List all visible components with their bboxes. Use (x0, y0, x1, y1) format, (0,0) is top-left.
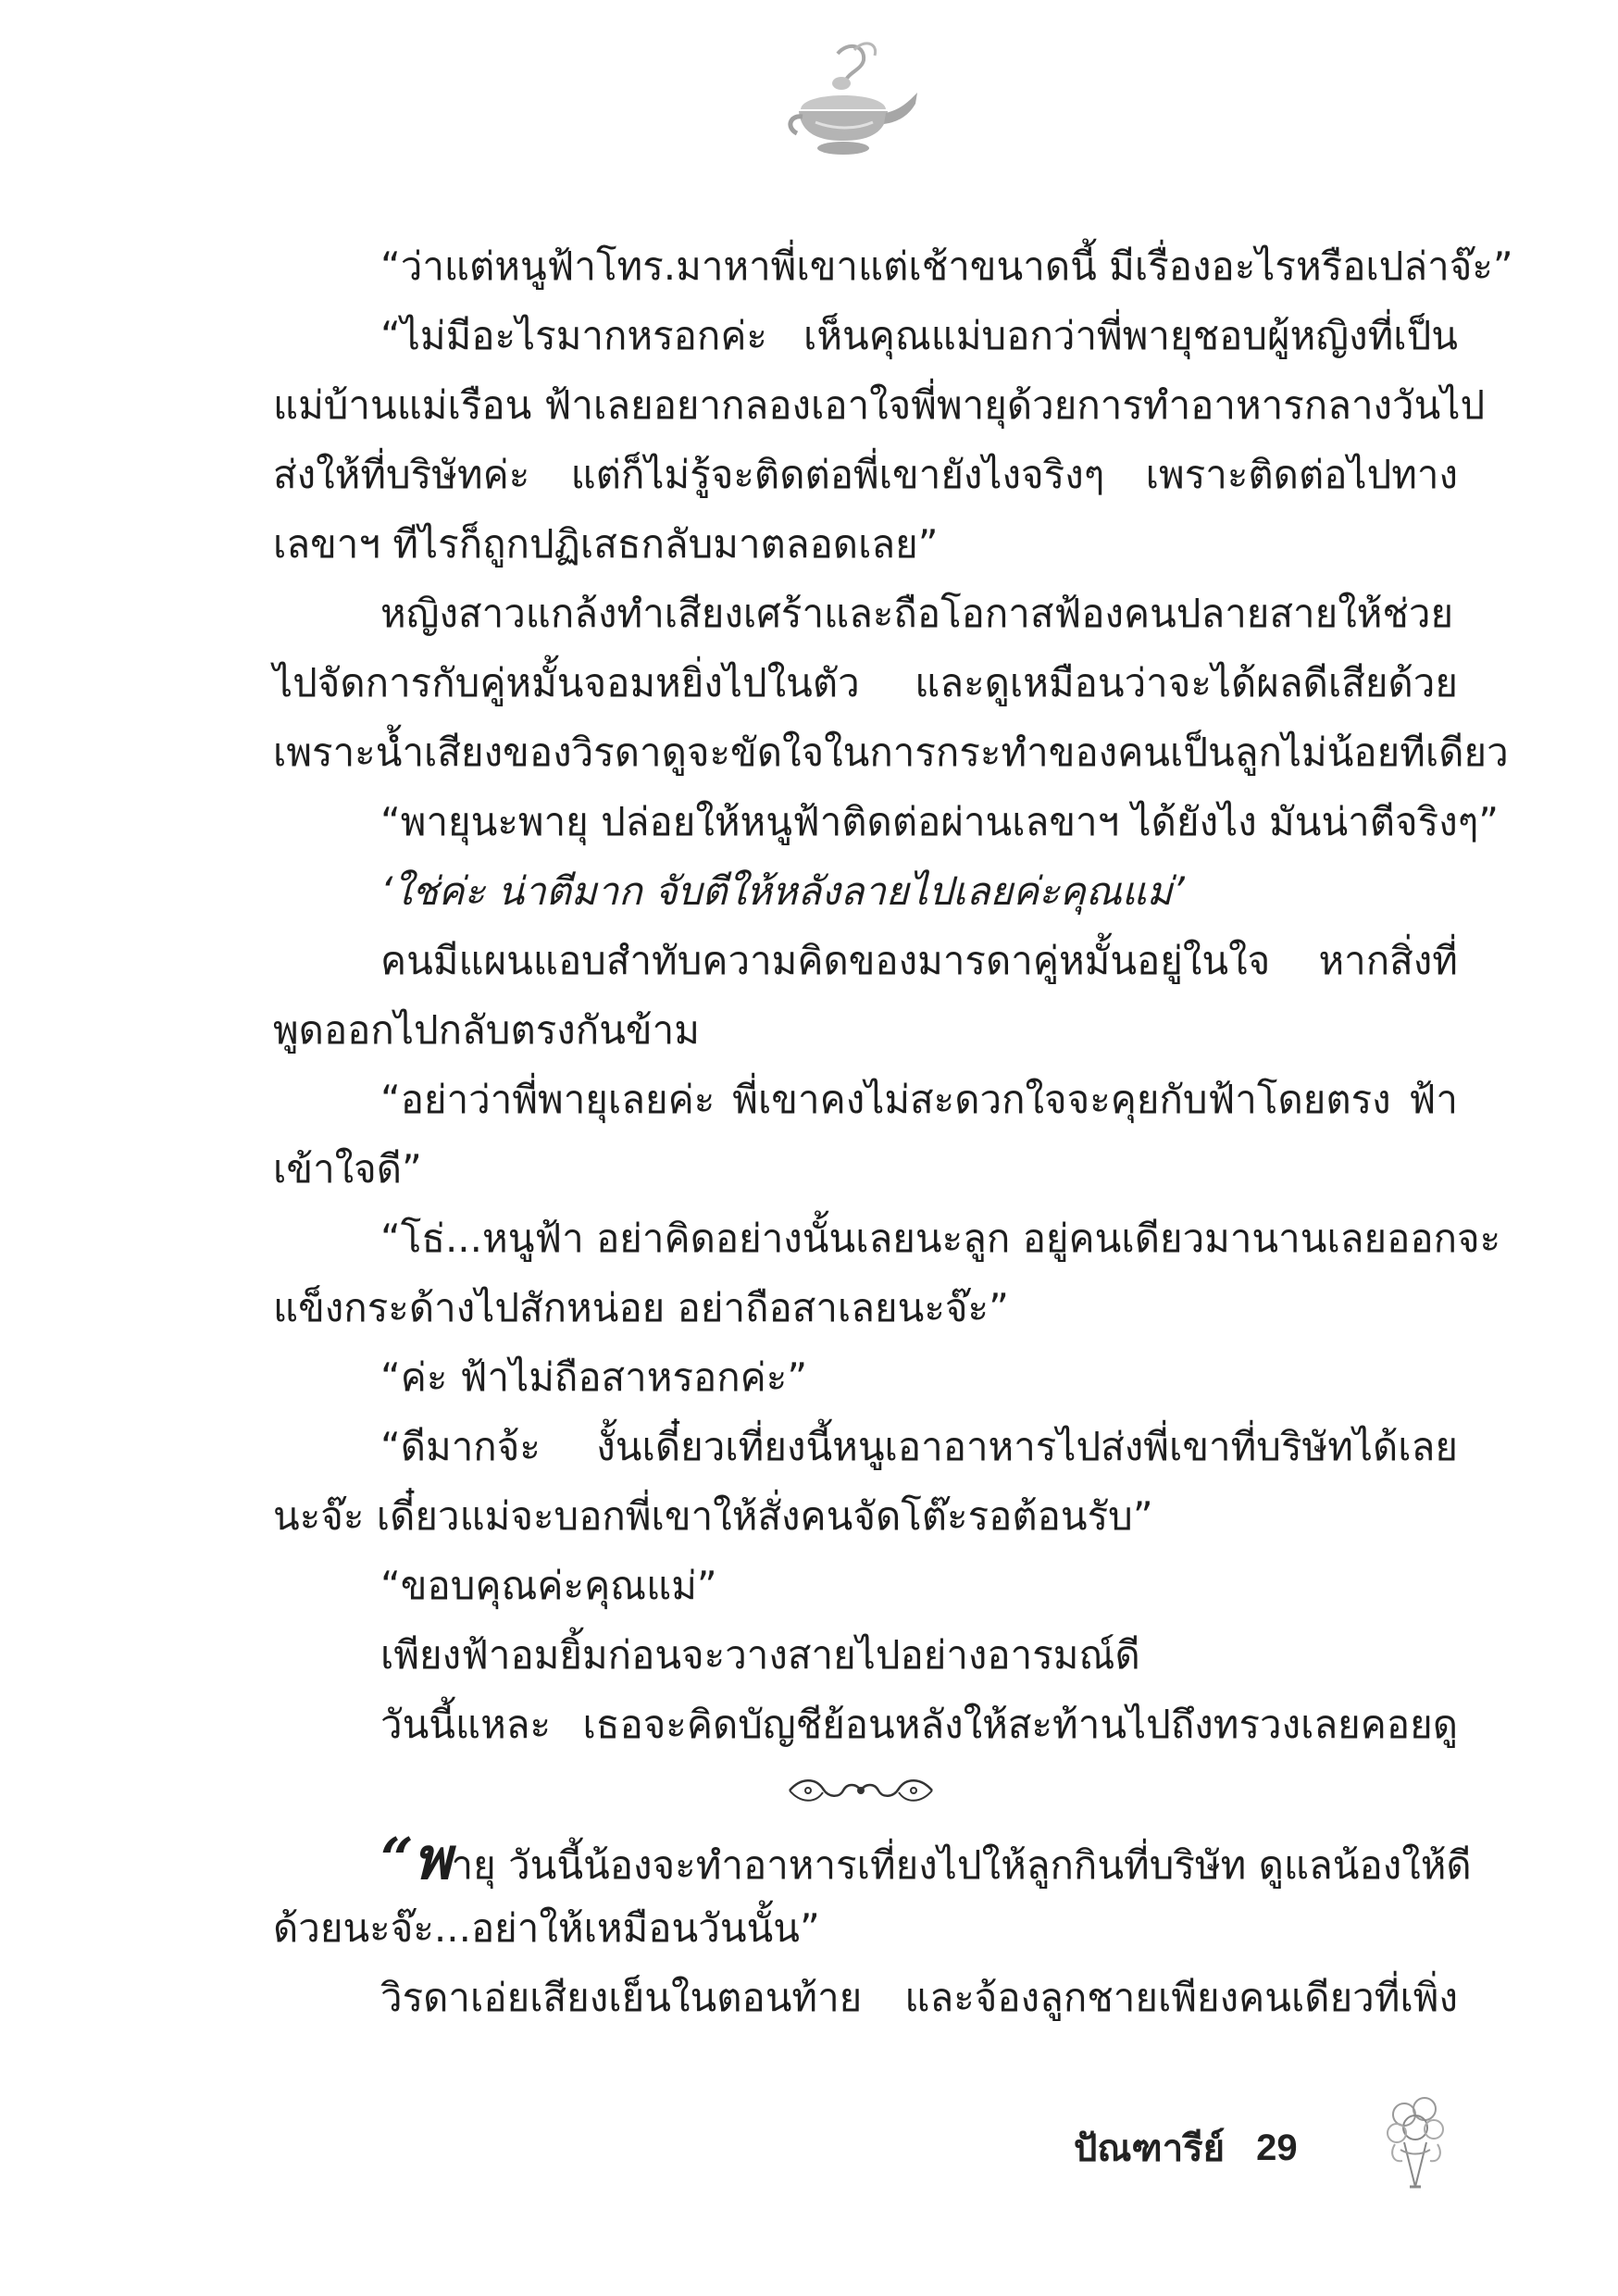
text-line: เลขาฯ ทีไรก็ถูกปฏิเสธกลับมาตลอดเลย” (273, 521, 939, 567)
text-line: “ดีมากจ้ะ งั้นเดี๋ยวเที่ยงนี้หนูเอาอาหารไปส่งพี่เขาที่บริษัทได้เลย (380, 1424, 1458, 1469)
text-line: “ไม่มีอะไรมากหรอกค่ะ เห็นคุณแม่บอกว่าพี่พายุชอบผู้หญิงที่เป็น (380, 313, 1458, 358)
text-line: แข็งกระด้างไปสักหน่อย อย่าถือสาเลยนะจ๊ะ” (273, 1285, 1009, 1330)
genie-lamp-icon (782, 37, 921, 167)
body-text (273, 231, 1513, 2032)
text-line: “พายุนะพายุ ปล่อยให้หนูฟ้าติดต่อผ่านเลขาฯ ได้ยังไง มันน่าตีจริงๆ” (380, 799, 1500, 844)
text-line: “ค่ะ ฟ้าไม่ถือสาหรอกค่ะ” (380, 1354, 808, 1400)
text-line: พูดออกไปกลับตรงกันข้าม (273, 1007, 700, 1053)
page-footer (1074, 2106, 1298, 2190)
text-line: เพียงฟ้าอมยิ้มก่อนจะวางสายไปอย่างอารมณ์ดี (380, 1632, 1140, 1678)
book-title: ปัณฑารีย์ (1074, 2128, 1226, 2170)
text-line: วิรดาเอ่ยเสียงเย็นในตอนท้าย และจ้องลูกชายเพียงคนเดียวที่เพิ่ง (380, 1975, 1458, 2020)
page-number: 29 (1256, 2127, 1298, 2168)
flower-bouquet-icon (1384, 2094, 1449, 2196)
paragraph-block-2 (273, 1893, 1458, 2032)
text-line: นะจ๊ะ เดี๋ยวแม่จะบอกพี่เขาให้สั่งคนจัดโต๊ะรอต้อนรับ” (273, 1493, 1153, 1539)
text-line: หญิงสาวแกล้งทำเสียงเศร้าและถือโอกาสฟ้องคนปลายสายให้ช่วย (380, 591, 1454, 636)
text-line: “โธ่...หนูฟ้า อย่าคิดอย่างนั้นเลยนะลูก อยู่คนเดียวมานานเลยออกจะ (380, 1216, 1501, 1261)
section-divider (273, 1759, 1458, 1824)
text-line: วันนี้แหละ เธอจะคิดบัญชีย้อนหลังให้สะท้านไปถึงทรวงเลยคอยดู (380, 1702, 1458, 1747)
text-line: ไปจัดการกับคู่หมั้นจอมหยิ่งไปในตัว และดูเหมือนว่าจะได้ผลดีเสียด้วย (273, 660, 1458, 705)
text-line: ‘ใช่ค่ะ น่าตีมาก จับตีให้หลังลายไปเลยค่ะคุณแม่’ (380, 868, 1185, 914)
text-line: แม่บ้านแม่เรือน ฟ้าเลยอยากลองเอาใจพี่พายุด้วยการทำอาหารกลางวันไป (273, 382, 1486, 428)
text-line: เข้าใจดี” (273, 1146, 422, 1192)
text-line: คนมีแผนแอบสำทับความคิดของมารดาคู่หมั้นอยู่ในใจ หากสิ่งที่ (380, 938, 1458, 983)
text-line: ส่งให้ที่บริษัทค่ะ แต่ก็ไม่รู้จะติดต่อพี่เขายังไงจริงๆ เพราะติดต่อไปทาง (273, 452, 1458, 497)
text-line: ด้วยนะจ๊ะ...อย่าให้เหมือนวันนั้น” (273, 1905, 820, 1951)
drop-cap-rest: ายุ วันนี้น้องจะทำอาหารเที่ยงไปให้ลูกกินที่บริษัท ดูแลน้องให้ดี (451, 1842, 1472, 1888)
text-line: “ขอบคุณค่ะคุณแม่” (380, 1563, 717, 1608)
text-line: เพราะน้ำเสียงของวิรดาดูจะขัดใจในการกระทำของคนเป็นลูกไม่น้อยทีเดียว (273, 730, 1509, 775)
paragraph-block-1 (273, 231, 1513, 1759)
text-line: “ว่าแต่หนูฟ้าโทร.มาหาพี่เขาแต่เช้าขนาดนี้ มีเรื่องอะไรหรือเปล่าจ๊ะ” (380, 243, 1513, 289)
drop-cap-letter: พ (413, 1825, 452, 1892)
floral-divider-icon (782, 1772, 940, 1809)
drop-cap-quote: “ (380, 1825, 414, 1892)
text-line: “อย่าว่าพี่พายุเลยค่ะ พี่เขาคงไม่สะดวกใจจะคุยกับฟ้าโดยตรง ฟ้า (380, 1077, 1458, 1122)
drop-cap-paragraph (273, 1824, 1472, 1893)
